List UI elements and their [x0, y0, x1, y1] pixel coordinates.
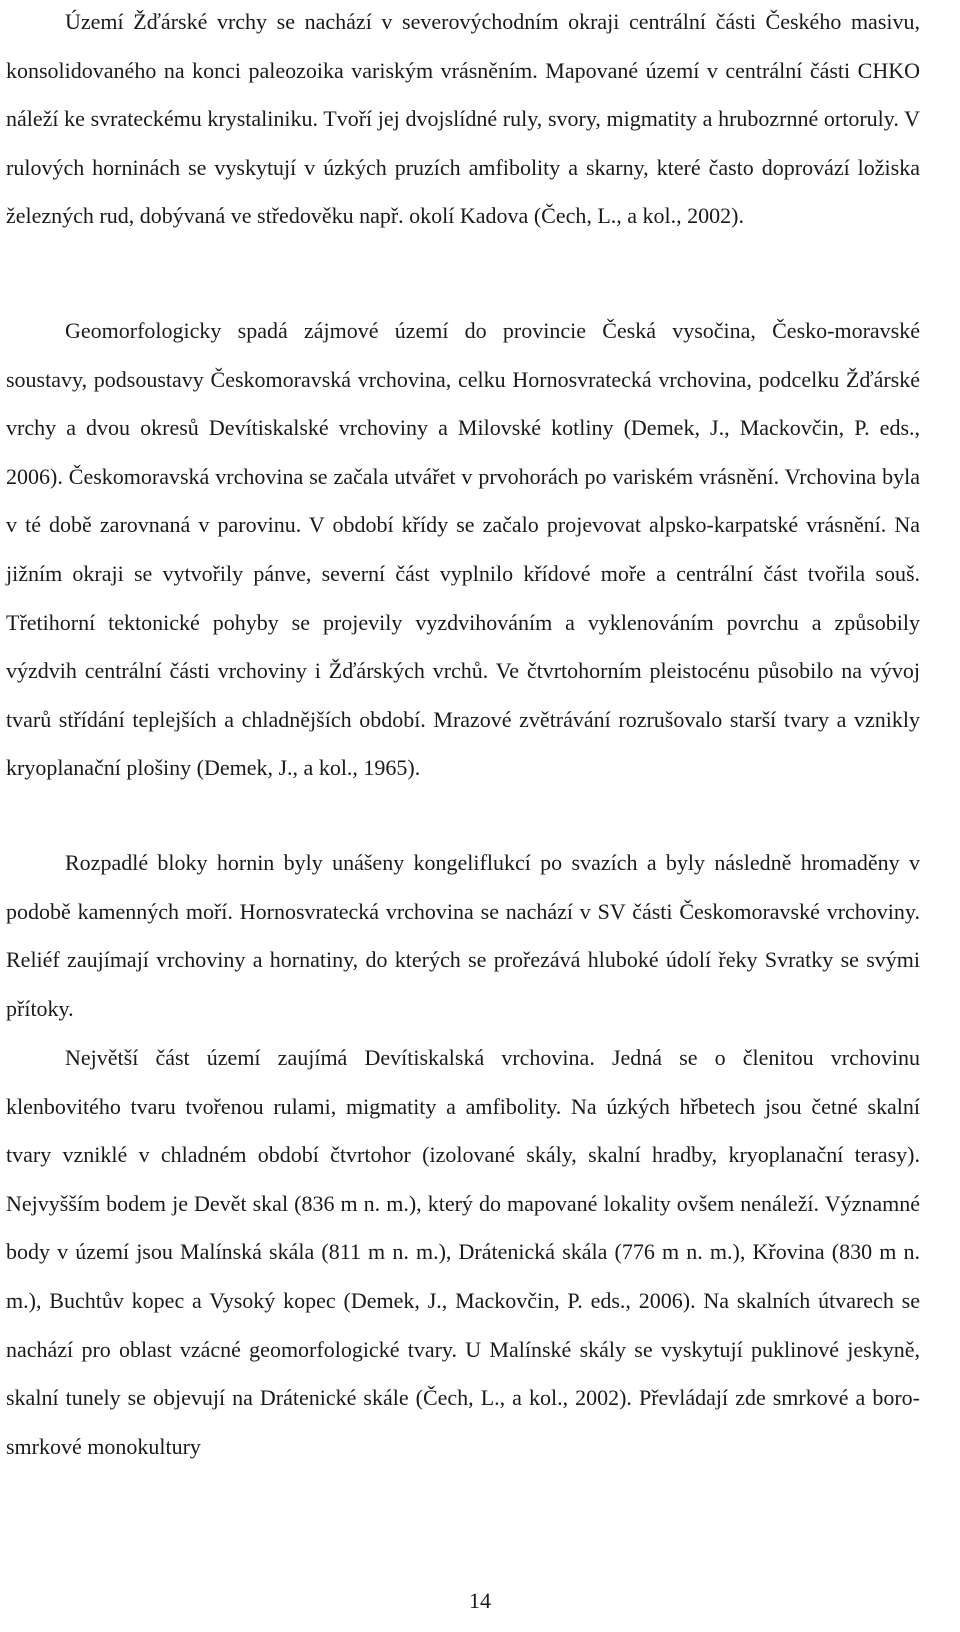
- paragraph-devitiskalska-vrchovina: Největší část území zaujímá Devítiskalská vrchovina. Jedná se o členitou vrchovinu klenbovitého tvaru tvořenou rulami, migmatity a amfibolity. Na úzkých hřbetech jsou četné skalní tvary vzniklé v chladném období čtvrtohor (izolované skály, skalní hradby, kryoplanační terasy). Nejvyšším bodem je Devět skal (836 m n. m.), který do mapované lokality ovšem nenáleží. Významné body v území jsou Malínská skála (811 m n. m.), Drátenická skála (776 m n. m.), Křovina (830 m n. m.), Buchtův kopec a Vysoký kopec (Demek, J., Mackovčin, P. eds., 2006). Na skalních útvarech se nachází pro oblast vzácné geomorfologické tvary. U Malínské skály se vyskytují puklinové jeskyně, skalní tunely se objevují na Drátenické skále (Čech, L., a kol., 2002). Převládají zde smrkové a boro-smrkové monokultury: [6, 1045, 920, 1459]
- page-number: 14: [469, 1588, 491, 1613]
- paragraph-block-fields: Rozpadlé bloky hornin byly unášeny kongeliflukcí po svazích a byly následně hromaděny v podobě kamenných moří. Hornosvratecká vrchovina se nachází v SV části Českomoravské vrchoviny. Reliéf zaujímají vrchoviny a hornatiny, do kterých se prořezává hluboké údolí řeky Svratky se svými přítoky.: [6, 850, 920, 1021]
- paragraph-geomorphology: Geomorfologicky spadá zájmové území do provincie Česká vysočina, Česko-moravské soustavy, podsoustavy Českomoravská vrchovina, celku Hornosvratecká vrchovina, podcelku Žďárské vrchy a dvou okresů Devítiskalské vrchoviny a Milovské kotliny (Demek, J., Mackovčin, P. eds., 2006). Českomoravská vrchovina se začala utvářet v prvohorách po variském vrásnění. Vrchovina byla v té době zarovnaná v parovinu. V období křídy se začalo projevovat alpsko-karpatské vrásnění. Na jižním okraji se vytvořily pánve, severní část vyplnilo křídové moře a centrální část tvořila souš. Třetihorní tektonické pohyby se projevily vyzdvihováním a vyklenováním povrchu a způsobily výzdvih centrální části vrchoviny i Žďárských vrchů. Ve čtvrtohorním pleistocénu působilo na vývoj tvarů střídání teplejších a chladnějších období. Mrazové zvětrávání rozrušovalo starší tvary a vznikly kryoplanační plošiny (Demek, J., a kol., 1965).: [6, 318, 920, 781]
- paragraph-geology: Území Žďárské vrchy se nachází v severovýchodním okraji centrální části Českého masivu, konsolidovaného na konci paleozoika variským vrásněním. Mapované území v centrální části CHKO náleží ke svrateckému krystaliniku. Tvoří jej dvojslídné ruly, svory, migmatity a hrubozrnné ortoruly. V rulových horninách se vyskytují v úzkých pruzích amfibolity a skarny, které často doprovází ložiska železných rud, dobývaná ve středověku např. okolí Kadova (Čech, L., a kol., 2002).: [6, 9, 920, 229]
